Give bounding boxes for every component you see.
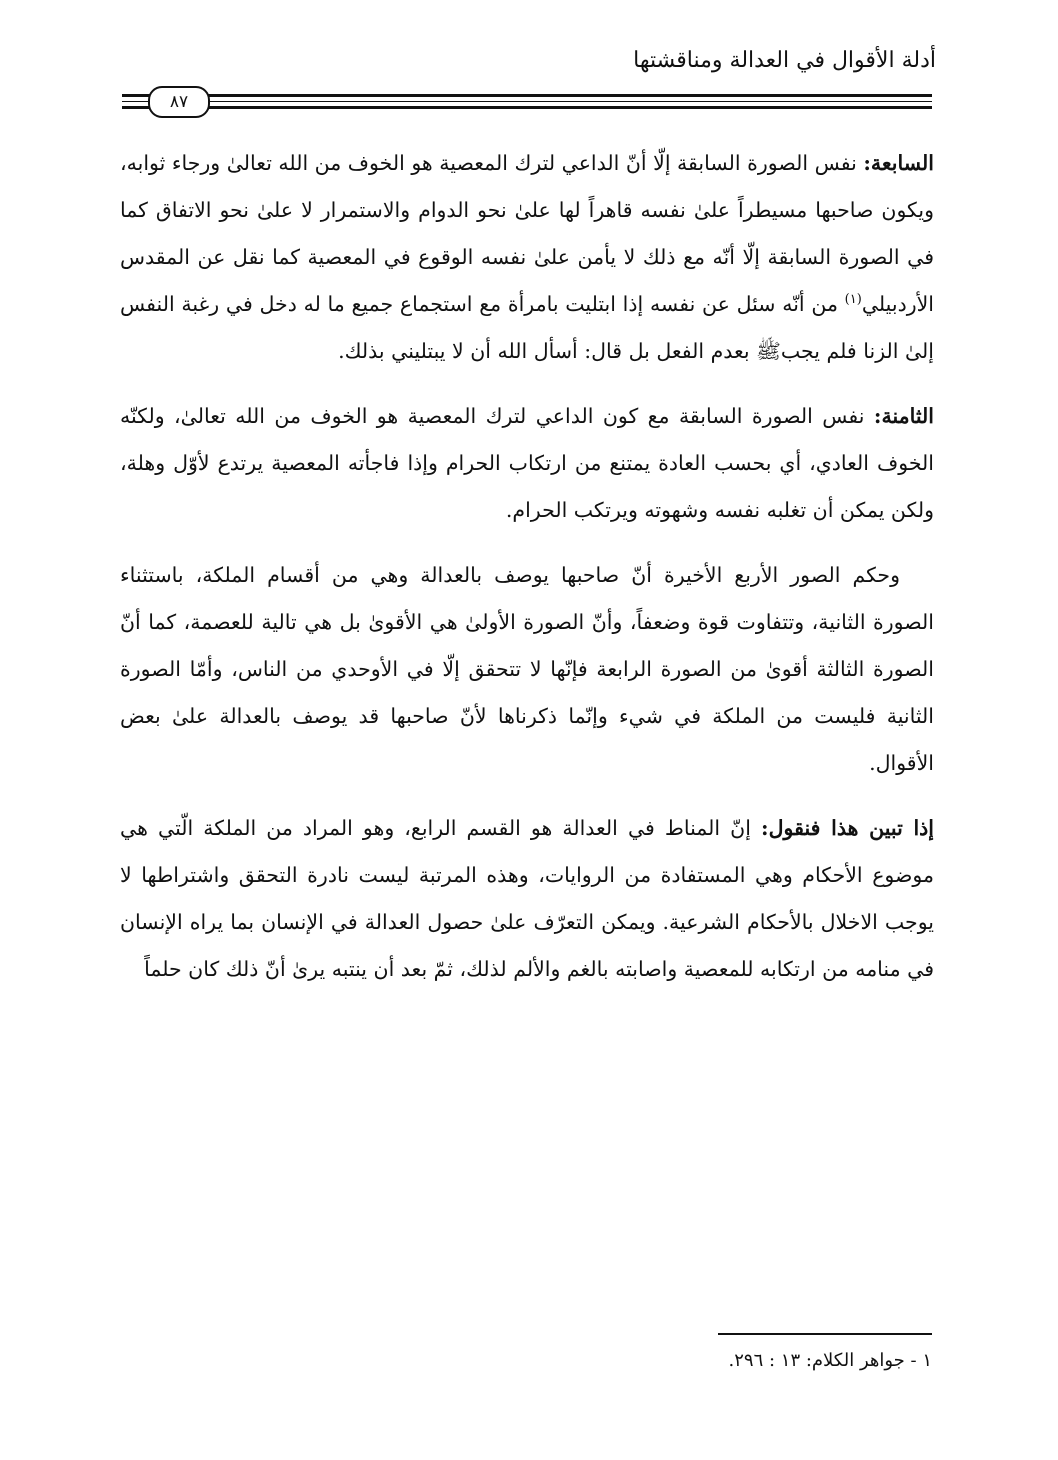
footnote-reference[interactable]: (١) [844, 292, 862, 308]
paragraph-text: وحكم الصور الأربع الأخيرة أنّ صاحبها يوصف بالعدالة وهي من أقسام الملكة، باستثناء الصورة الثانية، وتتفاوت قوة وضعفاً، وأنّ الصورة الأولىٰ هي الأقوىٰ بل هي تالية للعصمة، كما أنّ الصورة الثالثة أقوىٰ من الصورة الرابعة فإنّها لا تتحقق إلّا في الأوحدي من الناس، وأمّا الصورة الثانية فليست من الملكة في شيء وإنّما ذكرناها لأنّ صاحبها قد يوصف بالعدالة علىٰ بعض الأقوال. [120, 563, 934, 775]
paragraph-text: إنّ المناط في العدالة هو القسم الرابع، وهو المراد من الملكة الّتي هي موضوع الأحكام وهي المستفادة من الروايات، وهذه المرتبة ليست نادرة التحقق واشتراطها لا يوجب الاخلال بالأحكام الشرعية. ويمكن التعرّف علىٰ حصول العدالة في الإنسان بما يراه الإنسان في منامه من ارتكابه للمعصية واصابته بالغم والألم لذلك، ثمّ بعد أن ينتبه يرىٰ أنّ ذلك كان حلماً [120, 816, 934, 981]
paragraph-seventh [120, 140, 934, 375]
paragraph-lead: السابعة: [863, 151, 934, 175]
main-text [120, 140, 934, 1011]
header-rule [122, 94, 932, 97]
footnote: ١ - جواهر الكلام: ١٣ : ٢٩٦. [728, 1350, 932, 1371]
paragraph-lead: إذا تبين هذا فنقول: [761, 816, 934, 840]
paragraph-conclusion [120, 805, 934, 993]
paragraph-eighth [120, 393, 934, 534]
paragraph-text: نفس الصورة السابقة مع كون الداعي لترك المعصية هو الخوف من الله تعالىٰ، ولكنّه الخوف العادي، أي بحسب العادة يمتنع من ارتكاب الحرام وإذا فاجأته المعصية يرتدع لأوّل وهلة، ولكن يمكن أن تغلبه نفسه وشهوته ويرتكب الحرام. [120, 404, 934, 522]
running-title: أدلة الأقوال في العدالة ومناقشتها [633, 48, 936, 73]
header-rule-lower [122, 106, 932, 109]
footnote-divider [718, 1333, 932, 1335]
header-rule-thin [122, 101, 932, 102]
page-number: ٨٧ [148, 86, 210, 118]
paragraph-ruling [120, 552, 934, 787]
paragraph-text: نفس الصورة السابقة إلّا أنّ الداعي لترك المعصية هو الخوف من الله تعالىٰ ورجاء ثوابه، ويكون صاحبها مسيطراً علىٰ نفسه قاهراً لها علىٰ نحو الدوام والاستمرار لا علىٰ نحو الاتفاق كما في الصورة السابقة إلّا أنّه مع ذلك لا يأمن علىٰ نفسه الوقوع في المعصية كما نقل عن المقدس الأردبيلي [120, 151, 934, 316]
paragraph-text-continued: من أنّه سئل عن نفسه إذا ابتليت بامرأة مع استجماع جميع ما له دخل في رغبة النفس إلىٰ الزنا فلم يجبﷺ بعدم الفعل بل قال: أسأل الله أن لا يبتليني بذلك. [120, 292, 934, 363]
paragraph-lead: الثامنة: [873, 404, 934, 428]
